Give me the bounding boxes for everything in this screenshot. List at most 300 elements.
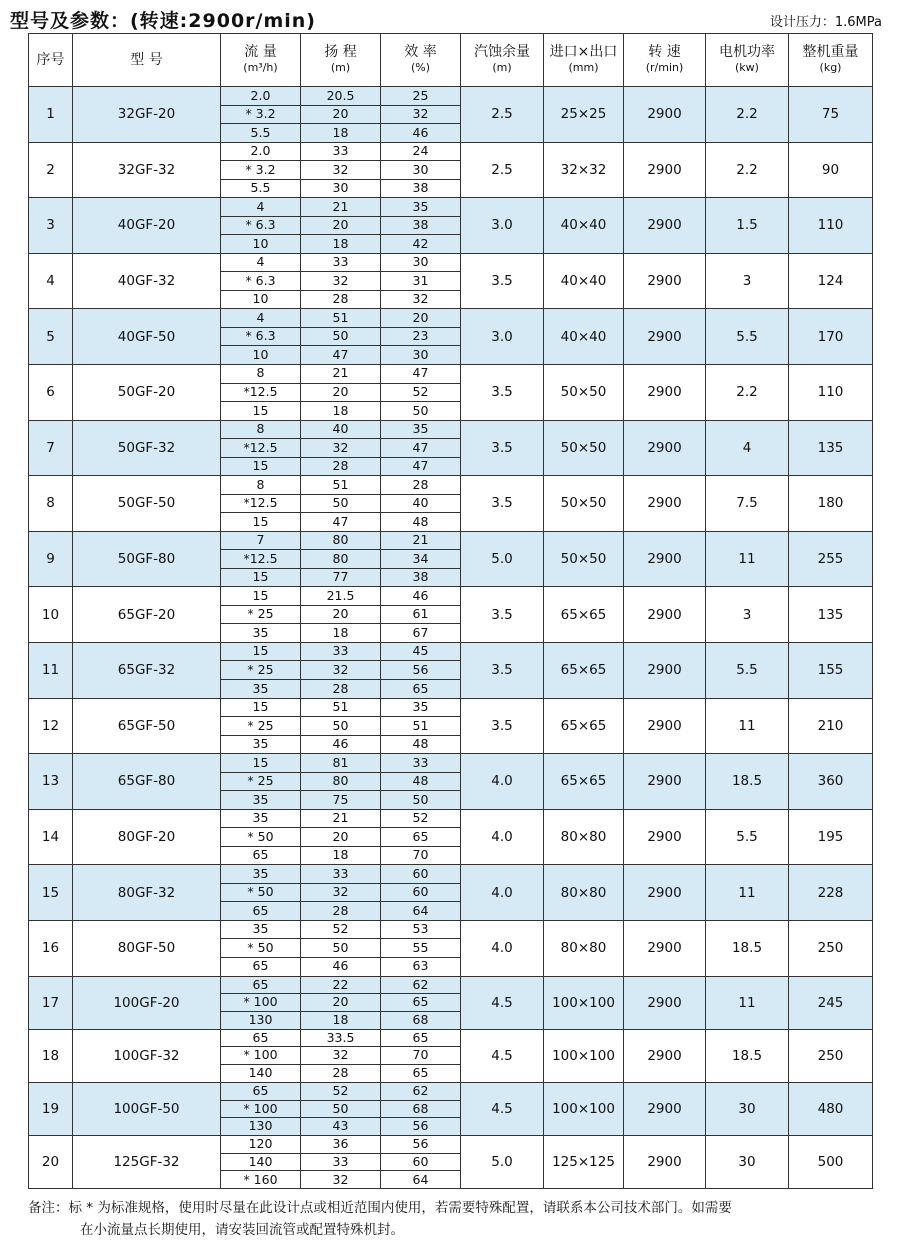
table-row <box>29 1082 873 1100</box>
cell-index: 5 <box>29 309 73 365</box>
cell-model: 100GF-50 <box>73 1082 221 1135</box>
cell-model: 50GF-50 <box>73 476 221 532</box>
cell-power: 3 <box>706 587 789 643</box>
cell-model: 50GF-32 <box>73 420 221 476</box>
cell-power: 2.2 <box>706 142 789 198</box>
column-header-unit: (kw) <box>735 61 759 74</box>
cell-flow: * 100 <box>221 1047 301 1065</box>
cell-size: 32×32 <box>544 142 624 198</box>
cell-speed: 2900 <box>624 1082 706 1135</box>
cell-flow: * 50 <box>221 939 301 958</box>
cell-weight: 180 <box>789 476 873 532</box>
cell-head: 32 <box>301 1171 381 1189</box>
cell-model: 40GF-50 <box>73 309 221 365</box>
cell-power: 18.5 <box>706 754 789 810</box>
column-header <box>544 34 624 87</box>
cell-flow: 120 <box>221 1135 301 1153</box>
cell-head: 32 <box>301 439 381 458</box>
cell-eff: 38 <box>381 216 461 235</box>
cell-flow: 35 <box>221 809 301 828</box>
cell-weight: 210 <box>789 698 873 754</box>
cell-model: 65GF-80 <box>73 754 221 810</box>
cell-weight: 500 <box>789 1135 873 1188</box>
table-row <box>29 920 873 939</box>
cell-head: 20 <box>301 216 381 235</box>
cell-index: 15 <box>29 865 73 921</box>
cell-power: 2.2 <box>706 87 789 143</box>
cell-eff: 32 <box>381 290 461 309</box>
table-row <box>29 364 873 383</box>
cell-power: 11 <box>706 865 789 921</box>
cell-flow: 65 <box>221 976 301 994</box>
cell-flow: 5.5 <box>221 124 301 143</box>
cell-eff: 62 <box>381 976 461 994</box>
cell-speed: 2900 <box>624 420 706 476</box>
cell-flow: 140 <box>221 1153 301 1171</box>
cell-size: 50×50 <box>544 531 624 587</box>
cell-flow: * 25 <box>221 605 301 624</box>
cell-weight: 360 <box>789 754 873 810</box>
design-pressure: 设计压力：1.6MPa <box>769 15 882 30</box>
cell-head: 47 <box>301 346 381 365</box>
cell-speed: 2900 <box>624 531 706 587</box>
cell-flow: 5.5 <box>221 179 301 198</box>
cell-model: 50GF-80 <box>73 531 221 587</box>
cell-npsh: 3.5 <box>461 476 544 532</box>
cell-weight: 250 <box>789 1029 873 1082</box>
cell-index: 3 <box>29 198 73 254</box>
cell-flow: 65 <box>221 1029 301 1047</box>
column-header-unit: (m) <box>330 61 351 74</box>
cell-head: 80 <box>301 531 381 550</box>
cell-head: 22 <box>301 976 381 994</box>
cell-power: 3 <box>706 253 789 309</box>
cell-flow: 35 <box>221 791 301 810</box>
cell-npsh: 2.5 <box>461 87 544 143</box>
cell-head: 75 <box>301 791 381 810</box>
cell-power: 5.5 <box>706 809 789 865</box>
cell-eff: 64 <box>381 902 461 921</box>
cell-model: 100GF-32 <box>73 1029 221 1082</box>
cell-power: 2.2 <box>706 364 789 420</box>
cell-weight: 110 <box>789 198 873 254</box>
cell-size: 100×100 <box>544 1029 624 1082</box>
cell-weight: 228 <box>789 865 873 921</box>
cell-head: 30 <box>301 179 381 198</box>
cell-index: 9 <box>29 531 73 587</box>
cell-speed: 2900 <box>624 1029 706 1082</box>
cell-eff: 47 <box>381 364 461 383</box>
cell-flow: 15 <box>221 698 301 717</box>
cell-head: 20 <box>301 383 381 402</box>
cell-flow: 35 <box>221 624 301 643</box>
column-header <box>381 34 461 87</box>
cell-index: 7 <box>29 420 73 476</box>
cell-npsh: 3.5 <box>461 698 544 754</box>
cell-flow: 35 <box>221 735 301 754</box>
cell-npsh: 4.5 <box>461 1029 544 1082</box>
cell-eff: 60 <box>381 865 461 884</box>
cell-head: 21 <box>301 364 381 383</box>
cell-speed: 2900 <box>624 364 706 420</box>
cell-head: 33 <box>301 142 381 161</box>
parameter-table <box>28 33 873 1189</box>
footnote-line-1: 备注：标 * 为标准规格，使用时尽量在此设计点或相近范围内使用，若需要特殊配置，请联系本公司技术部门。如需要 <box>28 1200 732 1216</box>
cell-model: 50GF-20 <box>73 364 221 420</box>
cell-flow: 15 <box>221 587 301 606</box>
column-header-unit: (r/min) <box>645 61 684 74</box>
column-header-label: 汽蚀余量 <box>474 44 530 60</box>
cell-size: 65×65 <box>544 754 624 810</box>
cell-head: 18 <box>301 846 381 865</box>
cell-npsh: 5.0 <box>461 1135 544 1188</box>
cell-head: 52 <box>301 1082 381 1100</box>
cell-size: 65×65 <box>544 587 624 643</box>
cell-speed: 2900 <box>624 1135 706 1188</box>
cell-weight: 245 <box>789 976 873 1029</box>
cell-eff: 24 <box>381 142 461 161</box>
cell-flow: 65 <box>221 957 301 976</box>
column-header-label: 整机重量 <box>802 44 859 60</box>
cell-size: 40×40 <box>544 198 624 254</box>
cell-power: 30 <box>706 1082 789 1135</box>
cell-head: 32 <box>301 883 381 902</box>
cell-npsh: 3.5 <box>461 587 544 643</box>
cell-head: 50 <box>301 1100 381 1118</box>
cell-flow: 35 <box>221 680 301 699</box>
cell-flow: 35 <box>221 920 301 939</box>
cell-head: 18 <box>301 235 381 254</box>
cell-flow: 130 <box>221 1011 301 1029</box>
cell-flow: 15 <box>221 513 301 532</box>
cell-eff: 60 <box>381 883 461 902</box>
cell-eff: 30 <box>381 253 461 272</box>
cell-head: 32 <box>301 161 381 180</box>
cell-flow: 65 <box>221 846 301 865</box>
cell-eff: 33 <box>381 754 461 773</box>
cell-head: 33 <box>301 865 381 884</box>
table-row <box>29 198 873 217</box>
cell-eff: 56 <box>381 661 461 680</box>
cell-flow: 8 <box>221 420 301 439</box>
cell-weight: 75 <box>789 87 873 143</box>
cell-npsh: 4.0 <box>461 865 544 921</box>
cell-eff: 56 <box>381 1135 461 1153</box>
cell-head: 21 <box>301 198 381 217</box>
cell-index: 10 <box>29 587 73 643</box>
cell-speed: 2900 <box>624 87 706 143</box>
cell-flow: * 25 <box>221 772 301 791</box>
cell-index: 6 <box>29 364 73 420</box>
column-header-unit: (m³/h) <box>243 61 278 74</box>
cell-head: 51 <box>301 309 381 328</box>
cell-head: 20 <box>301 994 381 1012</box>
cell-index: 4 <box>29 253 73 309</box>
cell-speed: 2900 <box>624 587 706 643</box>
cell-head: 20 <box>301 105 381 124</box>
column-header <box>624 34 706 87</box>
cell-head: 50 <box>301 494 381 513</box>
cell-eff: 67 <box>381 624 461 643</box>
cell-eff: 63 <box>381 957 461 976</box>
cell-model: 80GF-20 <box>73 809 221 865</box>
cell-model: 80GF-32 <box>73 865 221 921</box>
column-header <box>221 34 301 87</box>
cell-eff: 65 <box>381 828 461 847</box>
cell-head: 28 <box>301 902 381 921</box>
cell-flow: * 3.2 <box>221 161 301 180</box>
cell-model: 65GF-32 <box>73 642 221 698</box>
cell-power: 18.5 <box>706 920 789 976</box>
cell-head: 32 <box>301 272 381 291</box>
cell-head: 28 <box>301 1065 381 1083</box>
cell-eff: 42 <box>381 235 461 254</box>
cell-eff: 48 <box>381 735 461 754</box>
page-title: 型号及参数：(转速:2900r/min) <box>10 10 316 32</box>
cell-weight: 155 <box>789 642 873 698</box>
column-header <box>706 34 789 87</box>
column-header-unit: (kg) <box>819 61 842 74</box>
cell-eff: 50 <box>381 791 461 810</box>
cell-index: 18 <box>29 1029 73 1082</box>
column-header-label: 流 量 <box>244 44 277 60</box>
cell-power: 11 <box>706 698 789 754</box>
cell-head: 81 <box>301 754 381 773</box>
table-row <box>29 809 873 828</box>
cell-size: 100×100 <box>544 1082 624 1135</box>
cell-flow: 65 <box>221 1082 301 1100</box>
cell-eff: 32 <box>381 105 461 124</box>
cell-flow: 15 <box>221 754 301 773</box>
cell-head: 21.5 <box>301 587 381 606</box>
cell-head: 28 <box>301 457 381 476</box>
cell-eff: 62 <box>381 1082 461 1100</box>
column-header-label: 转 速 <box>648 44 681 60</box>
cell-eff: 70 <box>381 846 461 865</box>
cell-flow: * 25 <box>221 661 301 680</box>
cell-npsh: 4.5 <box>461 976 544 1029</box>
column-header-label: 型 号 <box>130 51 163 68</box>
cell-speed: 2900 <box>624 476 706 532</box>
column-header <box>29 34 73 87</box>
table-row <box>29 531 873 550</box>
cell-head: 33 <box>301 1153 381 1171</box>
cell-head: 51 <box>301 698 381 717</box>
cell-flow: 2.0 <box>221 142 301 161</box>
cell-eff: 50 <box>381 402 461 421</box>
footnote-line-2: 在小流量点长期使用，请安装回流管或配置特殊机封。 <box>80 1222 404 1238</box>
cell-eff: 65 <box>381 1065 461 1083</box>
cell-model: 32GF-32 <box>73 142 221 198</box>
cell-power: 5.5 <box>706 309 789 365</box>
cell-eff: 65 <box>381 680 461 699</box>
cell-index: 19 <box>29 1082 73 1135</box>
cell-flow: 130 <box>221 1118 301 1136</box>
cell-eff: 35 <box>381 420 461 439</box>
cell-head: 80 <box>301 550 381 569</box>
cell-eff: 64 <box>381 1171 461 1189</box>
column-header-label: 进口×出口 <box>549 44 618 60</box>
cell-model: 80GF-50 <box>73 920 221 976</box>
cell-npsh: 3.0 <box>461 309 544 365</box>
cell-eff: 61 <box>381 605 461 624</box>
cell-head: 80 <box>301 772 381 791</box>
cell-model: 100GF-20 <box>73 976 221 1029</box>
cell-power: 1.5 <box>706 198 789 254</box>
cell-eff: 68 <box>381 1100 461 1118</box>
cell-npsh: 3.5 <box>461 642 544 698</box>
cell-flow: *12.5 <box>221 439 301 458</box>
cell-size: 80×80 <box>544 920 624 976</box>
cell-index: 13 <box>29 754 73 810</box>
cell-npsh: 2.5 <box>461 142 544 198</box>
cell-head: 18 <box>301 624 381 643</box>
cell-power: 11 <box>706 976 789 1029</box>
cell-speed: 2900 <box>624 976 706 1029</box>
cell-size: 50×50 <box>544 476 624 532</box>
cell-flow: 15 <box>221 457 301 476</box>
cell-head: 33 <box>301 642 381 661</box>
cell-head: 43 <box>301 1118 381 1136</box>
cell-index: 2 <box>29 142 73 198</box>
cell-index: 8 <box>29 476 73 532</box>
cell-eff: 48 <box>381 513 461 532</box>
cell-eff: 31 <box>381 272 461 291</box>
cell-flow: 15 <box>221 402 301 421</box>
table-row <box>29 587 873 606</box>
cell-flow: * 3.2 <box>221 105 301 124</box>
cell-flow: 4 <box>221 198 301 217</box>
column-header-unit: (m) <box>492 61 512 74</box>
cell-speed: 2900 <box>624 253 706 309</box>
cell-flow: 15 <box>221 642 301 661</box>
cell-weight: 255 <box>789 531 873 587</box>
cell-size: 125×125 <box>544 1135 624 1188</box>
cell-flow: * 6.3 <box>221 272 301 291</box>
cell-eff: 28 <box>381 476 461 495</box>
cell-eff: 55 <box>381 939 461 958</box>
column-header-label: 扬 程 <box>324 44 357 60</box>
cell-flow: * 50 <box>221 883 301 902</box>
cell-npsh: 3.5 <box>461 364 544 420</box>
cell-head: 50 <box>301 327 381 346</box>
cell-flow: 65 <box>221 902 301 921</box>
cell-model: 125GF-32 <box>73 1135 221 1188</box>
cell-head: 50 <box>301 717 381 736</box>
cell-head: 33 <box>301 253 381 272</box>
cell-speed: 2900 <box>624 642 706 698</box>
column-header <box>73 34 221 87</box>
cell-head: 20 <box>301 828 381 847</box>
cell-flow: 10 <box>221 290 301 309</box>
cell-flow: * 100 <box>221 1100 301 1118</box>
cell-index: 14 <box>29 809 73 865</box>
cell-eff: 38 <box>381 179 461 198</box>
cell-eff: 52 <box>381 383 461 402</box>
cell-eff: 52 <box>381 809 461 828</box>
cell-npsh: 4.0 <box>461 754 544 810</box>
column-header-label: 电机功率 <box>719 44 775 60</box>
cell-flow: * 6.3 <box>221 216 301 235</box>
cell-power: 30 <box>706 1135 789 1188</box>
cell-eff: 53 <box>381 920 461 939</box>
table-row <box>29 754 873 773</box>
cell-eff: 51 <box>381 717 461 736</box>
column-header <box>461 34 544 87</box>
column-header-label: 效 率 <box>404 44 437 60</box>
cell-speed: 2900 <box>624 142 706 198</box>
cell-eff: 47 <box>381 457 461 476</box>
table-header-row <box>29 34 873 87</box>
cell-weight: 135 <box>789 587 873 643</box>
column-header-unit: (%) <box>410 61 431 74</box>
table-row <box>29 865 873 884</box>
cell-head: 52 <box>301 920 381 939</box>
cell-eff: 70 <box>381 1047 461 1065</box>
cell-head: 18 <box>301 402 381 421</box>
cell-head: 47 <box>301 513 381 532</box>
cell-eff: 65 <box>381 994 461 1012</box>
cell-flow: 4 <box>221 309 301 328</box>
cell-eff: 68 <box>381 1011 461 1029</box>
cell-weight: 110 <box>789 364 873 420</box>
cell-flow: 15 <box>221 568 301 587</box>
cell-speed: 2900 <box>624 309 706 365</box>
cell-head: 18 <box>301 1011 381 1029</box>
cell-index: 11 <box>29 642 73 698</box>
cell-flow: 35 <box>221 865 301 884</box>
cell-eff: 40 <box>381 494 461 513</box>
cell-npsh: 5.0 <box>461 531 544 587</box>
cell-weight: 480 <box>789 1082 873 1135</box>
cell-index: 16 <box>29 920 73 976</box>
table-row <box>29 253 873 272</box>
cell-head: 18 <box>301 124 381 143</box>
cell-head: 77 <box>301 568 381 587</box>
table-row <box>29 976 873 994</box>
cell-eff: 48 <box>381 772 461 791</box>
table-body <box>29 87 873 1189</box>
cell-head: 36 <box>301 1135 381 1153</box>
cell-weight: 90 <box>789 142 873 198</box>
cell-flow: 8 <box>221 476 301 495</box>
cell-size: 65×65 <box>544 642 624 698</box>
cell-head: 28 <box>301 290 381 309</box>
column-header-label: 序号 <box>36 51 65 68</box>
cell-eff: 21 <box>381 531 461 550</box>
table-row <box>29 642 873 661</box>
column-header <box>789 34 873 87</box>
cell-size: 80×80 <box>544 865 624 921</box>
cell-weight: 124 <box>789 253 873 309</box>
cell-flow: * 160 <box>221 1171 301 1189</box>
cell-npsh: 3.5 <box>461 420 544 476</box>
cell-flow: * 100 <box>221 994 301 1012</box>
table-row <box>29 142 873 161</box>
cell-head: 40 <box>301 420 381 439</box>
cell-eff: 46 <box>381 587 461 606</box>
cell-model: 40GF-20 <box>73 198 221 254</box>
cell-speed: 2900 <box>624 809 706 865</box>
cell-eff: 46 <box>381 124 461 143</box>
cell-flow: *12.5 <box>221 383 301 402</box>
table-row <box>29 309 873 328</box>
table-row <box>29 1135 873 1153</box>
column-header-unit: (mm) <box>568 61 599 74</box>
cell-eff: 65 <box>381 1029 461 1047</box>
cell-size: 25×25 <box>544 87 624 143</box>
cell-size: 50×50 <box>544 364 624 420</box>
